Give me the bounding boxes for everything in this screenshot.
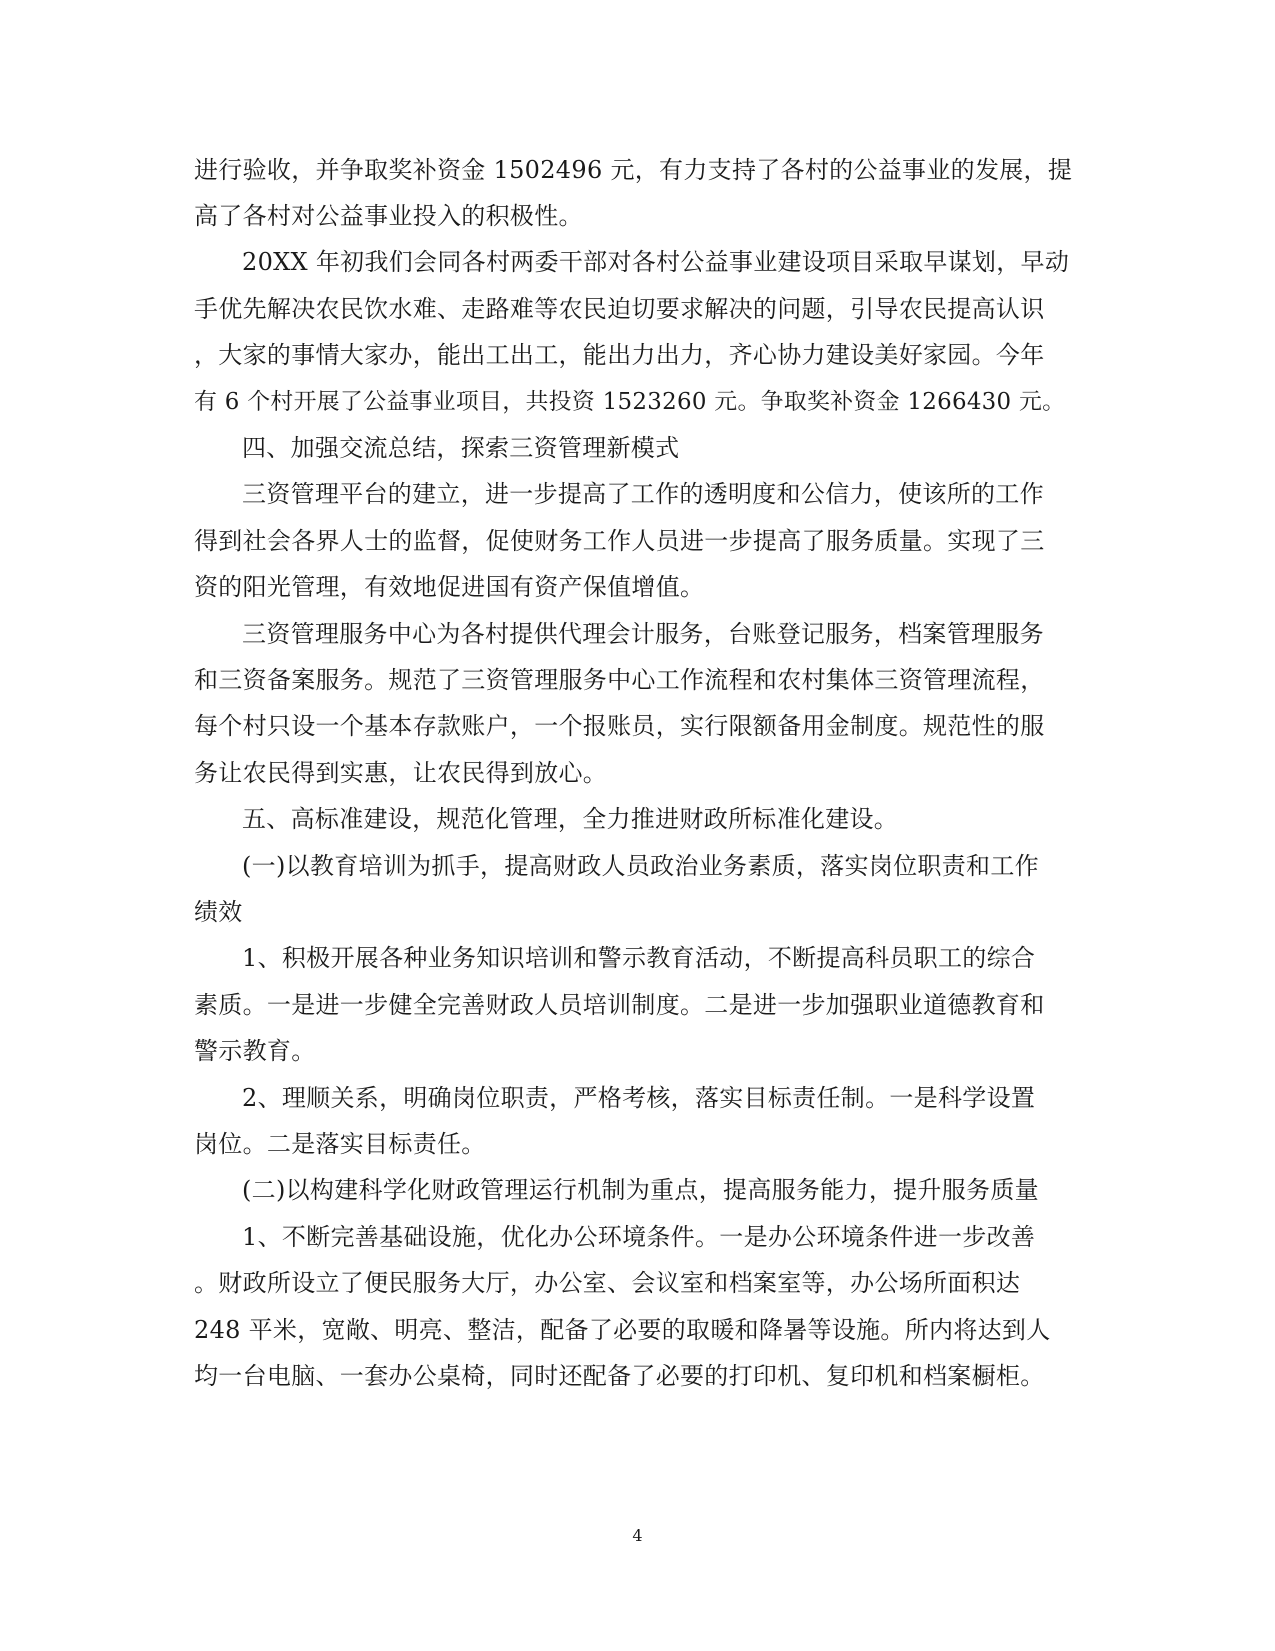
- text-line: 248 平米，宽敞、明亮、整洁，配备了必要的取暖和降暑等设施。所内将达到人: [194, 1316, 1051, 1344]
- text-line: 。财政所设立了便民服务大厅，办公室、会议室和档案室等，办公场所面积达: [194, 1269, 1021, 1297]
- text-line: 得到社会各界人士的监督，促使财务工作人员进一步提高了服务质量。实现了三: [194, 527, 1045, 555]
- section-heading: 五、高标准建设，规范化管理，全力推进财政所标准化建设。: [242, 805, 899, 833]
- text-line: 有 6 个村开展了公益事业项目，共投资 1523260 元。争取奖补资金 1266430 元。: [194, 389, 1066, 415]
- text-line: 手优先解决农民饮水难、走路难等农民迫切要求解决的问题，引导农民提高认识: [194, 295, 1045, 323]
- text-line: 均一台电脑、一套办公桌椅，同时还配备了必要的打印机、复印机和档案橱柜。: [194, 1362, 1045, 1390]
- paragraph-first-line: 三资管理平台的建立，进一步提高了工作的透明度和公信力，使该所的工作: [242, 480, 1044, 508]
- text-line: 岗位。二是落实目标责任。: [194, 1130, 486, 1158]
- paragraph-first-line: 1、不断完善基础设施，优化办公环境条件。一是办公环境条件进一步改善: [242, 1223, 1036, 1251]
- text-line: 务让农民得到实惠，让农民得到放心。: [194, 759, 608, 787]
- text-line: 进行验收，并争取奖补资金 1502496 元，有力支持了各村的公益事业的发展，提: [194, 156, 1073, 184]
- paragraph-first-line: 20XX 年初我们会同各村两委干部对各村公益事业建设项目采取早谋划，早动: [242, 248, 1070, 276]
- subsection-heading: (一)以教育培训为抓手，提高财政人员政治业务素质，落实岗位职责和工作: [242, 852, 1039, 880]
- paragraph-first-line: 三资管理服务中心为各村提供代理会计服务，台账登记服务，档案管理服务: [242, 620, 1044, 648]
- text-line: 资的阳光管理，有效地促进国有资产保值增值。: [194, 573, 705, 601]
- paragraph-first-line: 1、积极开展各种业务知识培训和警示教育活动，不断提高科员职工的综合: [242, 944, 1036, 972]
- text-line: 和三资备案服务。规范了三资管理服务中心工作流程和农村集体三资管理流程，: [194, 666, 1045, 694]
- section-heading: 四、加强交流总结，探索三资管理新模式: [242, 434, 680, 462]
- text-line: 警示教育。: [194, 1037, 316, 1065]
- text-line: 高了各村对公益事业投入的积极性。: [194, 202, 583, 230]
- text-line: 绩效: [194, 898, 243, 926]
- text-line: 每个村只设一个基本存款账户，一个报账员，实行限额备用金制度。规范性的服: [194, 712, 1045, 740]
- text-line: ，大家的事情大家办，能出工出工，能出力出力，齐心协力建设美好家园。今年: [194, 341, 1045, 369]
- subsection-heading: (二)以构建科学化财政管理运行机制为重点，提高服务能力，提升服务质量: [242, 1176, 1039, 1204]
- text-line: 素质。一是进一步健全完善财政人员培训制度。二是进一步加强职业道德教育和: [194, 991, 1045, 1019]
- paragraph-first-line: 2、理顺关系，明确岗位职责，严格考核，落实目标责任制。一是科学设置: [242, 1084, 1036, 1112]
- page-number: 4: [632, 1526, 643, 1545]
